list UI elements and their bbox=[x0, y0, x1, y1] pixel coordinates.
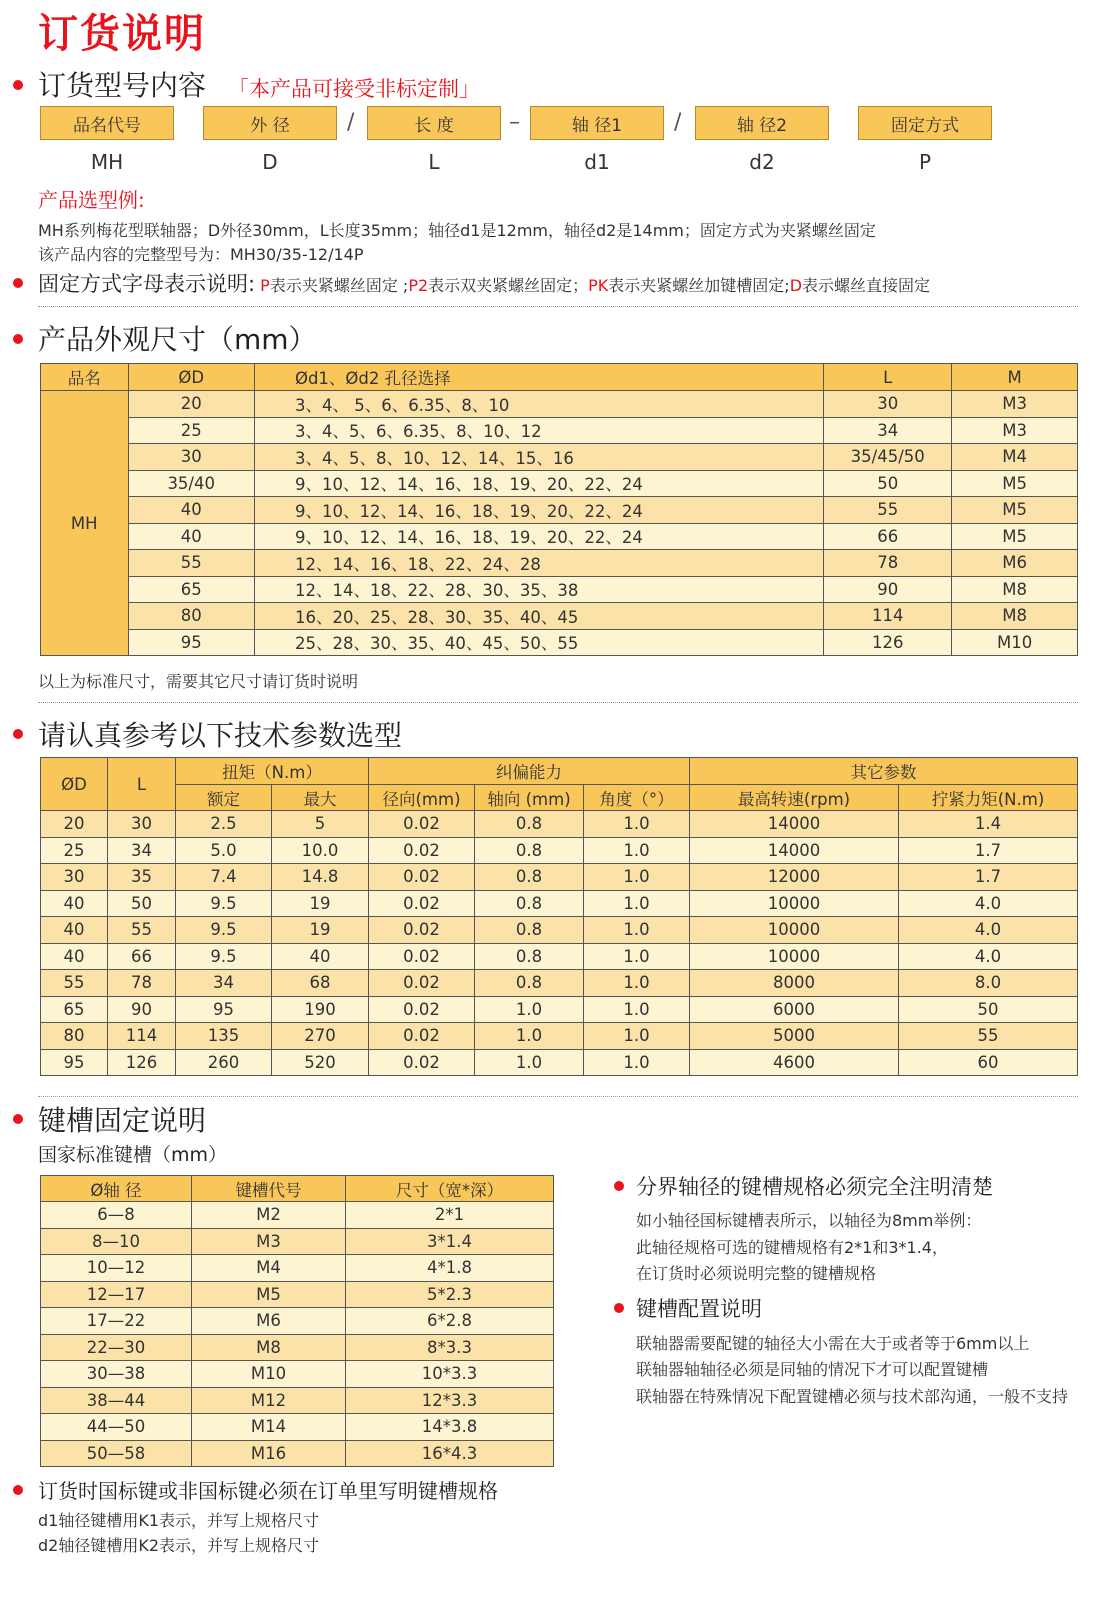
table-row bbox=[41, 1023, 1078, 1050]
order-key-line: d2轴径键槽用K2表示，并写上规格尺寸 bbox=[38, 1536, 320, 1555]
table-cell: 78 bbox=[824, 550, 952, 577]
table-cell: 1.0 bbox=[584, 917, 690, 944]
divider bbox=[38, 702, 1078, 703]
table-cell: 8000 bbox=[690, 970, 899, 997]
dims-heading: 产品外观尺寸（mm） bbox=[38, 323, 317, 356]
table-cell: 10—12 bbox=[41, 1255, 192, 1282]
bullet-icon bbox=[13, 334, 23, 344]
tech-table bbox=[40, 757, 1078, 1076]
table-cell: 66 bbox=[824, 523, 952, 550]
table-row bbox=[41, 470, 1078, 497]
table-cell: 16、20、25、28、30、35、40、45 bbox=[254, 603, 823, 630]
table-cell: 4600 bbox=[690, 1049, 899, 1076]
table-cell: 55 bbox=[899, 1023, 1078, 1050]
table-cell: 12*3.3 bbox=[346, 1387, 554, 1414]
table-cell: 9、10、12、14、16、18、19、20、22、24 bbox=[254, 523, 823, 550]
separator: – bbox=[509, 110, 520, 135]
table-cell: 1.0 bbox=[584, 943, 690, 970]
fixing-desc: 表示双夹紧螺丝固定； bbox=[428, 276, 589, 295]
table-cell: 68 bbox=[272, 970, 369, 997]
table-cell: M4 bbox=[192, 1255, 346, 1282]
table-cell: 2.5 bbox=[176, 811, 272, 838]
table-cell: 44—50 bbox=[41, 1414, 192, 1441]
table-cell: 1.0 bbox=[584, 864, 690, 891]
table-cell: 5.0 bbox=[176, 837, 272, 864]
bullet-icon bbox=[614, 1303, 624, 1313]
fixing-desc: 表示螺丝直接固定 bbox=[802, 276, 931, 295]
table-row bbox=[41, 1308, 554, 1335]
example-heading: 产品选型例: bbox=[38, 188, 145, 212]
table-cell: 1.0 bbox=[475, 1049, 584, 1076]
fixing-heading: 固定方式字母表示说明: bbox=[38, 272, 256, 296]
table-cell: 38—44 bbox=[41, 1387, 192, 1414]
table-cell: 1.7 bbox=[899, 837, 1078, 864]
table-cell: 66 bbox=[108, 943, 176, 970]
table-cell: 1.0 bbox=[584, 996, 690, 1023]
table-cell: 12000 bbox=[690, 864, 899, 891]
table-cell: 8.0 bbox=[899, 970, 1078, 997]
table-cell: 0.8 bbox=[475, 917, 584, 944]
table-cell: 65 bbox=[41, 996, 108, 1023]
table-row bbox=[41, 917, 1078, 944]
table-cell: 126 bbox=[108, 1049, 176, 1076]
table-cell: 5000 bbox=[690, 1023, 899, 1050]
table-cell: 1.0 bbox=[475, 996, 584, 1023]
table-cell: 1.4 bbox=[899, 811, 1078, 838]
col-header: M bbox=[952, 364, 1078, 391]
table-cell: 4.0 bbox=[899, 890, 1078, 917]
table-cell: 25、28、30、35、40、45、50、55 bbox=[254, 629, 823, 656]
table-row bbox=[41, 970, 1078, 997]
table-cell: 1.0 bbox=[584, 1023, 690, 1050]
table-cell: 19 bbox=[272, 917, 369, 944]
table-cell: 0.02 bbox=[369, 996, 475, 1023]
table-cell: 55 bbox=[128, 550, 254, 577]
code-letter: L bbox=[428, 150, 440, 174]
table-row bbox=[41, 391, 1078, 418]
table-cell: 190 bbox=[272, 996, 369, 1023]
table-row bbox=[41, 1281, 554, 1308]
table-row bbox=[41, 890, 1078, 917]
table-row bbox=[41, 576, 1078, 603]
table-cell: 520 bbox=[272, 1049, 369, 1076]
table-cell: 55 bbox=[824, 497, 952, 524]
table-cell: 30 bbox=[824, 391, 952, 418]
col-header: L bbox=[824, 364, 952, 391]
table-cell: 30 bbox=[128, 444, 254, 471]
bullet-icon bbox=[13, 729, 23, 739]
table-cell: 22—30 bbox=[41, 1334, 192, 1361]
table-cell: 40 bbox=[128, 497, 254, 524]
col-header: 扭矩（N.m） bbox=[176, 758, 369, 785]
table-row bbox=[41, 629, 1078, 656]
example-line: MH系列梅花型联轴器；D外径30mm，L长度35mm；轴径d1是12mm，轴径d2是14mm；固定方式为夹紧螺丝固定 bbox=[38, 221, 876, 240]
config-line: 联轴器需要配键的轴径大小需在大于或者等于6mm以上 bbox=[636, 1334, 1030, 1353]
fixing-desc: 表示夹紧螺丝加键槽固定; bbox=[608, 276, 790, 295]
table-row bbox=[41, 864, 1078, 891]
col-header: 纠偏能力 bbox=[369, 758, 690, 785]
table-cell: 10000 bbox=[690, 890, 899, 917]
col-header: Ø轴 径 bbox=[41, 1176, 192, 1202]
order-key-heading: 订货时国标键或非国标键必须在订单里写明键槽规格 bbox=[38, 1479, 498, 1503]
fixing-code: D bbox=[789, 276, 803, 295]
table-row bbox=[41, 996, 1078, 1023]
sub-header: 径向(mm) bbox=[369, 785, 475, 811]
table-cell: 1.0 bbox=[584, 890, 690, 917]
table-cell: 40 bbox=[41, 890, 108, 917]
table-cell: 40 bbox=[272, 943, 369, 970]
bullet-icon bbox=[13, 1485, 23, 1495]
table-cell: M8 bbox=[952, 603, 1078, 630]
table-row bbox=[41, 811, 1078, 838]
table-cell: 40 bbox=[41, 917, 108, 944]
table-cell: 80 bbox=[128, 603, 254, 630]
table-cell: 4*1.8 bbox=[346, 1255, 554, 1282]
code-letter: D bbox=[262, 150, 278, 174]
table-cell: 12—17 bbox=[41, 1281, 192, 1308]
fixing-code: P2 bbox=[408, 276, 429, 295]
table-row bbox=[41, 1440, 554, 1467]
table-cell: 50 bbox=[108, 890, 176, 917]
table-cell: 17—22 bbox=[41, 1308, 192, 1335]
table-cell: 90 bbox=[824, 576, 952, 603]
table-cell: 0.02 bbox=[369, 1023, 475, 1050]
table-cell: 34 bbox=[108, 837, 176, 864]
col-header: 键槽代号 bbox=[192, 1176, 346, 1202]
page-title: 订货说明 bbox=[38, 11, 206, 57]
table-cell: 2*1 bbox=[346, 1202, 554, 1229]
table-cell: M8 bbox=[952, 576, 1078, 603]
table-cell: 30 bbox=[41, 864, 108, 891]
table-cell: 4.0 bbox=[899, 917, 1078, 944]
table-cell: 14000 bbox=[690, 837, 899, 864]
table-cell: 35 bbox=[108, 864, 176, 891]
dims-note: 以上为标准尺寸，需要其它尺寸请订货时说明 bbox=[38, 672, 359, 691]
tech-heading: 请认真参考以下技术参数选型 bbox=[38, 719, 403, 752]
table-row bbox=[41, 1334, 554, 1361]
table-cell: 0.02 bbox=[369, 1049, 475, 1076]
divider bbox=[38, 306, 1078, 307]
table-cell: 35/40 bbox=[128, 470, 254, 497]
table-cell: 35/45/50 bbox=[824, 444, 952, 471]
table-cell: M10 bbox=[192, 1361, 346, 1388]
table-cell: 7.4 bbox=[176, 864, 272, 891]
table-row bbox=[41, 1414, 554, 1441]
sub-header: 最高转速(rpm) bbox=[690, 785, 899, 811]
separator: / bbox=[347, 110, 355, 135]
table-row bbox=[41, 417, 1078, 444]
table-cell: 6*2.8 bbox=[346, 1308, 554, 1335]
table-cell: 1.0 bbox=[584, 970, 690, 997]
table-cell: 40 bbox=[41, 943, 108, 970]
table-cell: 6000 bbox=[690, 996, 899, 1023]
config-heading: 键槽配置说明 bbox=[636, 1297, 762, 1321]
table-row bbox=[41, 837, 1078, 864]
table-row bbox=[41, 603, 1078, 630]
sub-header: 轴向 (mm) bbox=[475, 785, 584, 811]
key-heading: 键槽固定说明 bbox=[38, 1104, 207, 1137]
table-cell: 90 bbox=[108, 996, 176, 1023]
table-row bbox=[41, 1255, 554, 1282]
table-cell: 9.5 bbox=[176, 917, 272, 944]
table-cell: 0.8 bbox=[475, 811, 584, 838]
col-header: ØD bbox=[128, 364, 254, 391]
table-cell: 0.8 bbox=[475, 970, 584, 997]
table-cell: 114 bbox=[824, 603, 952, 630]
fixing-line bbox=[38, 268, 930, 298]
table-cell: 60 bbox=[899, 1049, 1078, 1076]
table-cell: 1.0 bbox=[584, 837, 690, 864]
sub-header: 角度（°） bbox=[584, 785, 690, 811]
table-cell: 6—8 bbox=[41, 1202, 192, 1229]
table-cell: 1.7 bbox=[899, 864, 1078, 891]
table-cell: 1.0 bbox=[584, 1049, 690, 1076]
table-cell: 12、14、16、18、22、24、28 bbox=[254, 550, 823, 577]
col-header: L bbox=[108, 758, 176, 811]
bullet-icon bbox=[13, 1114, 23, 1124]
separator: / bbox=[674, 110, 682, 135]
table-cell: 0.8 bbox=[475, 864, 584, 891]
table-cell: 0.02 bbox=[369, 917, 475, 944]
table-cell: 8*3.3 bbox=[346, 1334, 554, 1361]
table-cell: M6 bbox=[192, 1308, 346, 1335]
table-cell: 3、4、 5、6、6.35、8、10 bbox=[254, 391, 823, 418]
table-cell: 0.8 bbox=[475, 837, 584, 864]
table-row bbox=[41, 1228, 554, 1255]
col-header: 尺寸（宽*深） bbox=[346, 1176, 554, 1202]
table-cell: 1.0 bbox=[584, 811, 690, 838]
table-cell: 50 bbox=[899, 996, 1078, 1023]
table-cell: 10.0 bbox=[272, 837, 369, 864]
col-header: 其它参数 bbox=[690, 758, 1078, 785]
bullet-icon bbox=[614, 1181, 624, 1191]
bullet-icon bbox=[13, 278, 23, 288]
col-header: 品名 bbox=[41, 364, 129, 391]
table-cell: 55 bbox=[41, 970, 108, 997]
table-cell: 270 bbox=[272, 1023, 369, 1050]
table-cell: M14 bbox=[192, 1414, 346, 1441]
table-cell: 40 bbox=[128, 523, 254, 550]
table-cell: M12 bbox=[192, 1387, 346, 1414]
table-cell: M4 bbox=[952, 444, 1078, 471]
config-line: 联轴器轴轴径必须是同轴的情况下才可以配置键槽 bbox=[636, 1360, 989, 1379]
table-cell: 3*1.4 bbox=[346, 1228, 554, 1255]
table-cell: 1.0 bbox=[475, 1023, 584, 1050]
table-cell: M5 bbox=[192, 1281, 346, 1308]
table-cell: M3 bbox=[952, 417, 1078, 444]
table-cell: M16 bbox=[192, 1440, 346, 1467]
code-box-length: 长 度 bbox=[367, 106, 501, 140]
table-cell: 80 bbox=[41, 1023, 108, 1050]
table-cell: M6 bbox=[952, 550, 1078, 577]
fixing-code: PK bbox=[588, 276, 609, 295]
table-cell: 95 bbox=[128, 629, 254, 656]
code-box-outer: 外 径 bbox=[203, 106, 337, 140]
table-cell: 9.5 bbox=[176, 943, 272, 970]
table-cell: 0.02 bbox=[369, 837, 475, 864]
code-box-bore1: 轴 径1 bbox=[530, 106, 664, 140]
table-row bbox=[41, 1387, 554, 1414]
fixing-code: P bbox=[260, 276, 270, 295]
table-cell: 3、4、5、8、10、12、14、15、16 bbox=[254, 444, 823, 471]
table-cell: M8 bbox=[192, 1334, 346, 1361]
table-row bbox=[41, 1049, 1078, 1076]
boundary-heading: 分界轴径的键槽规格必须完全注明清楚 bbox=[636, 1175, 993, 1199]
table-cell: 0.02 bbox=[369, 943, 475, 970]
table-cell: 20 bbox=[128, 391, 254, 418]
table-row bbox=[41, 444, 1078, 471]
code-letter: P bbox=[918, 150, 932, 174]
code-box-fix: 固定方式 bbox=[858, 106, 992, 140]
table-cell: 30 bbox=[108, 811, 176, 838]
table-cell: 50—58 bbox=[41, 1440, 192, 1467]
table-cell: 14.8 bbox=[272, 864, 369, 891]
sub-header: 最大 bbox=[272, 785, 369, 811]
table-cell: M2 bbox=[192, 1202, 346, 1229]
table-row bbox=[41, 1361, 554, 1388]
table-cell: 9、10、12、14、16、18、19、20、22、24 bbox=[254, 470, 823, 497]
col-header: ØD bbox=[41, 758, 108, 811]
table-cell: 95 bbox=[41, 1049, 108, 1076]
table-cell: 0.8 bbox=[475, 943, 584, 970]
table-cell: 55 bbox=[108, 917, 176, 944]
table-cell: 95 bbox=[176, 996, 272, 1023]
table-cell: 16*4.3 bbox=[346, 1440, 554, 1467]
table-cell: M5 bbox=[952, 470, 1078, 497]
col-header: Ød1、Ød2 孔径选择 bbox=[254, 364, 823, 391]
sub-header: 拧紧力矩(N.m) bbox=[899, 785, 1078, 811]
boundary-line: 在订货时必须说明完整的键槽规格 bbox=[636, 1264, 877, 1283]
table-cell: M3 bbox=[952, 391, 1078, 418]
table-cell: 10*3.3 bbox=[346, 1361, 554, 1388]
order-key-line: d1轴径键槽用K1表示，并写上规格尺寸 bbox=[38, 1511, 320, 1530]
table-row bbox=[41, 943, 1078, 970]
table-row bbox=[41, 497, 1078, 524]
code-box-name: 品名代号 bbox=[40, 106, 174, 140]
table-cell: 0.02 bbox=[369, 811, 475, 838]
table-cell: 5*2.3 bbox=[346, 1281, 554, 1308]
table-cell: 34 bbox=[176, 970, 272, 997]
table-cell: 260 bbox=[176, 1049, 272, 1076]
table-cell: 3、4、5、6、6.35、8、10、12 bbox=[254, 417, 823, 444]
divider bbox=[38, 1096, 1078, 1097]
table-cell: 25 bbox=[41, 837, 108, 864]
table-row bbox=[41, 523, 1078, 550]
key-table bbox=[40, 1175, 554, 1467]
table-row bbox=[41, 1202, 554, 1229]
key-subheading: 国家标准键槽（mm） bbox=[38, 1144, 228, 1166]
table-cell: 25 bbox=[128, 417, 254, 444]
table-cell: 12、14、18、22、28、30、35、38 bbox=[254, 576, 823, 603]
table-cell: 78 bbox=[108, 970, 176, 997]
table-cell: 135 bbox=[176, 1023, 272, 1050]
table-cell: 0.02 bbox=[369, 970, 475, 997]
code-letter: d1 bbox=[584, 150, 610, 174]
table-cell: 14000 bbox=[690, 811, 899, 838]
table-cell: M5 bbox=[952, 497, 1078, 524]
table-cell: 9.5 bbox=[176, 890, 272, 917]
table-cell: 65 bbox=[128, 576, 254, 603]
table-cell: 14*3.8 bbox=[346, 1414, 554, 1441]
example-line: 该产品内容的完整型号为：MH30/35-12/14P bbox=[38, 245, 364, 264]
table-cell: 50 bbox=[824, 470, 952, 497]
table-cell: 10000 bbox=[690, 943, 899, 970]
code-letter: MH bbox=[90, 150, 124, 174]
table-cell: M3 bbox=[192, 1228, 346, 1255]
config-line: 联轴器在特殊情况下配置键槽必须与技术部沟通，一般不支持 bbox=[636, 1387, 1069, 1406]
table-cell: M5 bbox=[952, 523, 1078, 550]
table-cell: 126 bbox=[824, 629, 952, 656]
table-cell: 9、10、12、14、16、18、19、20、22、24 bbox=[254, 497, 823, 524]
boundary-line: 此轴径规格可选的键槽规格有2*1和3*1.4， bbox=[636, 1238, 948, 1257]
table-cell: 0.02 bbox=[369, 890, 475, 917]
custom-note: 「本产品可接受非标定制」 bbox=[228, 77, 480, 101]
boundary-line: 如小轴径国标键槽表所示，以轴径为8mm举例： bbox=[636, 1211, 982, 1230]
table-cell: 10000 bbox=[690, 917, 899, 944]
code-letter: d2 bbox=[749, 150, 775, 174]
code-box-bore2: 轴 径2 bbox=[695, 106, 829, 140]
table-cell: 34 bbox=[824, 417, 952, 444]
table-cell: 8—10 bbox=[41, 1228, 192, 1255]
table-cell: 0.02 bbox=[369, 864, 475, 891]
table-row bbox=[41, 550, 1078, 577]
bullet-icon bbox=[13, 80, 23, 90]
table-cell: M10 bbox=[952, 629, 1078, 656]
model-cell: MH bbox=[41, 391, 129, 656]
sub-header: 额定 bbox=[176, 785, 272, 811]
order-heading: 订货型号内容 bbox=[38, 69, 207, 102]
table-cell: 0.8 bbox=[475, 890, 584, 917]
table-cell: 4.0 bbox=[899, 943, 1078, 970]
fixing-desc: 表示夹紧螺丝固定 ; bbox=[269, 276, 409, 295]
table-cell: 20 bbox=[41, 811, 108, 838]
table-cell: 114 bbox=[108, 1023, 176, 1050]
table-cell: 19 bbox=[272, 890, 369, 917]
table-cell: 30—38 bbox=[41, 1361, 192, 1388]
dims-table bbox=[40, 363, 1078, 656]
table-cell: 5 bbox=[272, 811, 369, 838]
